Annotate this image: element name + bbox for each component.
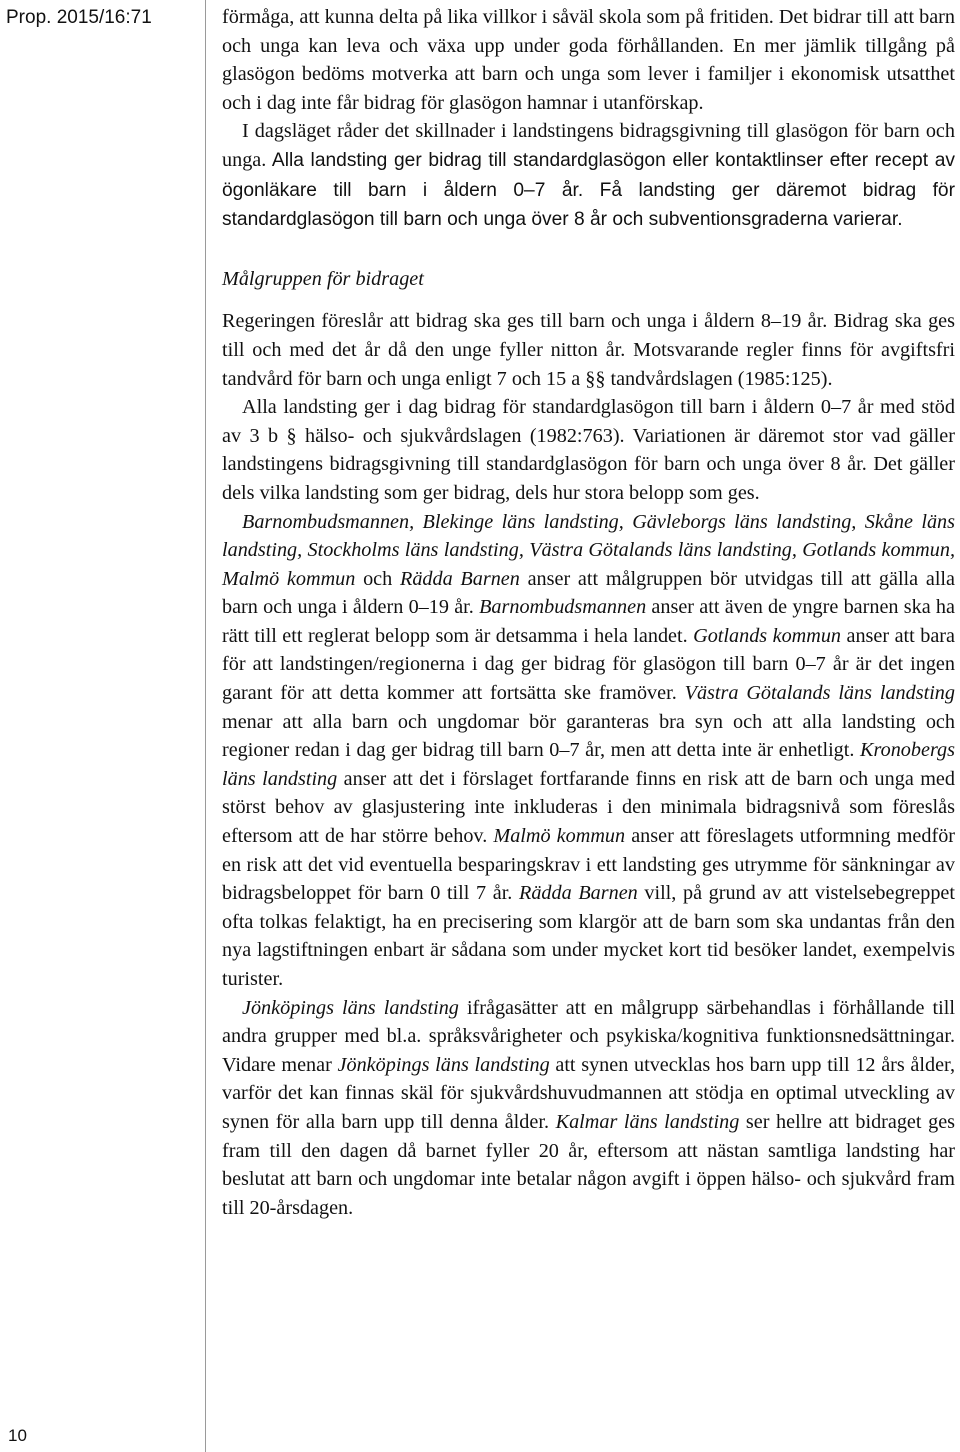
paragraph-1-text: förmåga, att kunna delta på lika villkor i såväl skola som på fritiden. Det bidrar till att barn och unga kan leva och växa upp under goda förhållanden. En mer jämlik tillgång på glasögon bedöms motverka att barn och unga som lever i familjer i ekonomisk utsatthet och i dag inte får bidrag för glasögon hamnar i utanförskap. bbox=[222, 6, 955, 114]
paragraph-2 bbox=[222, 117, 955, 234]
paragraph-5-text-4: anser att bara för att landstingen/regionerna i dag ger bidrag för glasögon till barn 0–7 år är det ingen garant för att detta kommer att fortsätta ske framöver. bbox=[222, 624, 955, 705]
section-heading: Målgruppen för bidraget bbox=[222, 267, 424, 290]
referral-body-name: Jönköpings läns landsting bbox=[337, 1053, 550, 1076]
paragraph-6 bbox=[222, 994, 955, 1223]
paragraph-5-text-8: vill, på grund av att vistelsebegreppet ofta tolkas felaktigt, ha en precisering som klargör att de barn som ska undantas från den nya lagstiftningen enbart är sådana som under mycket kort tid besöker landet, exempelvis turister. bbox=[222, 882, 955, 990]
paragraph-6-text-3: ser hellre att bidraget ges fram till den dagen då barnet fyller 20 år, eftersom att nästan samtliga landsting har beslutat att barn och ungdomar inte betalar någon avgift i öppen hälso- och sjukvård fram till 20-årsdagen. bbox=[222, 1110, 956, 1219]
paragraph-1 bbox=[222, 3, 955, 117]
paragraph-5 bbox=[222, 508, 955, 994]
paragraph-5-text-1: och bbox=[355, 567, 400, 590]
paragraph-2-text-a: I dagsläget råder det skillnader i landstingens bidragsgivning till glasögon för barn och unga. bbox=[222, 120, 955, 171]
paragraph-2-text-b: Alla landsting ger bidrag till standardglasögon eller kontaktlinser efter recept av ögonläkare till barn i åldern 0–7 år. Få landsting ger däremot bidrag för standardglasögon till barn och unga över 8 år och subventionsgraderna varierar. bbox=[222, 149, 955, 231]
referral-body-name: Gotlands kommun bbox=[693, 624, 842, 647]
paragraph-4 bbox=[222, 393, 955, 507]
paragraph-5-text-5: menar att alla barn och ungdomar bör garanteras bra syn och att alla landsting och regioner redan i dag ger bidrag till barn 0–7 år, men att detta inte är enhetligt. bbox=[222, 710, 955, 762]
paragraph-6-text-2: att synen utvecklas hos barn upp till 12 års ålder, varför det kan finnas skäl för sjukvårdshuvudmannen att stödja en optimal utveckling av synen för alla barn upp till denna ålder. bbox=[222, 1053, 955, 1133]
paragraph-5-text-6: anser att det i förslaget fortfarande finns en risk att de barn och unga med störst behov av glasjustering inte inkluderas i den minimala bidragsnivå som föreslås eftersom att de har större behov. bbox=[222, 767, 955, 848]
paragraph-3 bbox=[222, 307, 955, 393]
referral-body-name: Rädda Barnen bbox=[399, 567, 520, 590]
referral-body-name: Kalmar läns landsting bbox=[555, 1110, 740, 1133]
column-divider bbox=[205, 0, 206, 1452]
paragraph-5-text-3: anser att även de yngre barnen ska ha rätt till ett reglerat belopp som är detsamma i hela landet. bbox=[222, 596, 955, 647]
paragraph-5-text-7: anser att föreslagets utformning medför en risk att det vid eventuella besparingskrav i ett landsting ges utrymme för sänkningar av bidragsbeloppet för barn 0 till 7 år. bbox=[222, 825, 956, 905]
referral-body-name: Jönköpings läns landsting bbox=[242, 996, 459, 1019]
referral-body-name: Rädda Barnen bbox=[518, 882, 638, 905]
referral-body-name: Västra Götalands läns landsting bbox=[684, 682, 955, 705]
referral-body-name: Kronobergs läns landsting bbox=[222, 739, 955, 790]
document-body bbox=[222, 3, 955, 1222]
referral-body-name: Barnombudsmannen bbox=[479, 596, 647, 619]
referral-body-names: Barnombudsmannen, Blekinge läns landsting, Gävleborgs läns landsting, Skåne läns landsting, Stockholms läns landsting, Västra Götalands läns landsting, Gotlands kommun, Malmö kommun bbox=[222, 510, 955, 590]
paragraph-5-text-2: anser att målgruppen bör utvidgas till att gälla alla barn och unga i åldern 0–19 år. bbox=[222, 567, 956, 619]
referral-body-name: Malmö kommun bbox=[493, 825, 626, 848]
page-header: Prop. 2015/16:71 bbox=[6, 7, 152, 28]
paragraph-3-text: Regeringen föreslår att bidrag ska ges till barn och unga i åldern 8–19 år. Bidrag ska ges till och med det år då den unge fyller nitton år. Motsvarande regler finns för avgiftsfri tandvård för barn och unga enligt 7 och 15 a §§ tandvårdslagen (1985:125). bbox=[222, 310, 955, 390]
page-number: 10 bbox=[8, 1426, 27, 1445]
paragraph-6-text-1: ifrågasätter att en målgrupp särbehandlas i förhållande till andra grupper med bl.a. språksvårigheter och psykiska/kognitiva funktionsnedsättningar. Vidare menar bbox=[222, 996, 955, 1076]
paragraph-4-text: Alla landsting ger i dag bidrag för standardglasögon till barn i åldern 0–7 år med stöd av 3 b § hälso- och sjukvårdslagen (1982:763). Variationen är däremot stor vad gäller landstingens bidragsgivning till standardglasögon för barn och unga över 8 år. Det gäller dels vilka landsting som ger bidrag, dels hur stora belopp som ges. bbox=[222, 396, 955, 504]
